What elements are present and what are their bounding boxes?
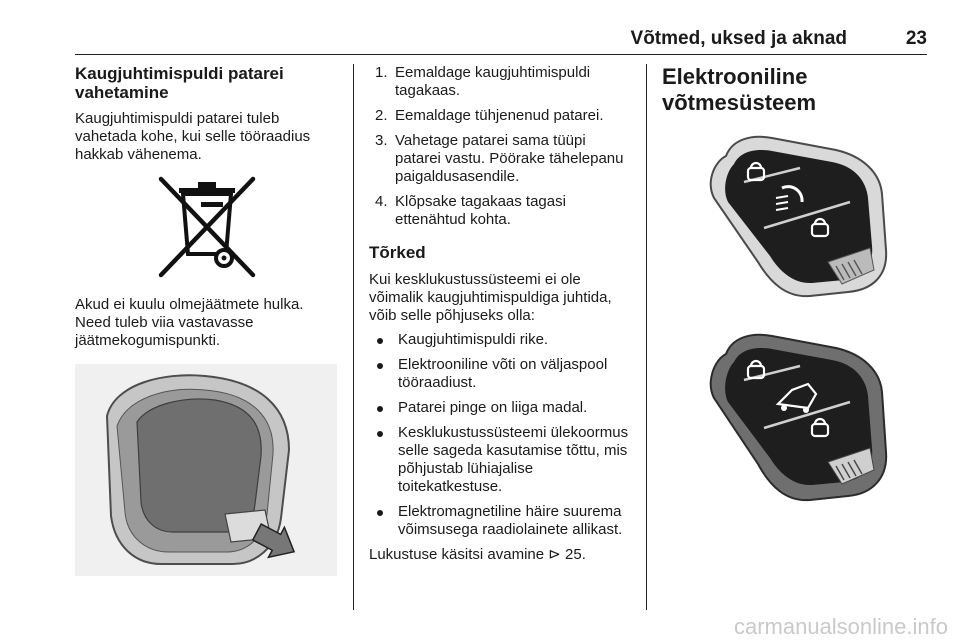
header-rule <box>75 54 927 55</box>
column-divider-2 <box>646 64 647 610</box>
key-fob-back-illustration <box>75 364 337 576</box>
list-item: Elektrooniline võti on väljaspool tööraadiust. <box>369 356 634 392</box>
list-item: Patarei pinge on liiga madal. <box>369 399 634 417</box>
battery-steps-list <box>369 64 634 229</box>
key-fob-trunk-illustration <box>662 322 927 512</box>
column-middle <box>369 64 634 564</box>
watermark: carmanualsonline.info <box>733 614 948 639</box>
column-right <box>662 64 927 512</box>
page-reference-link[interactable]: ⊳ 25. <box>548 546 586 563</box>
list-item: Elektromagnetiline häire suurema võimsusega raadiolainete allikast. <box>369 503 634 539</box>
manual-unlock-text: Lukustuse käsitsi avamine ⊳ 25. <box>369 546 586 563</box>
battery-intro-text: Kaugjuhtimispuldi patarei tuleb vahetada kohe, kui selle tööraadius hakkab vähenema. <box>75 110 311 163</box>
disposal-text: Akud ei kuulu olmejäätmete hulka. Need tuleb viia vastavasse jäätmekogumispunkti. <box>75 296 304 349</box>
column-left <box>75 64 337 576</box>
chapter-title: Võtmed, uksed ja aknad <box>630 28 847 49</box>
faults-list <box>369 331 634 539</box>
list-item: 4. Klõpsake tagakaas tagasi ettenähtud kohta. <box>375 193 566 228</box>
list-item: Kesklukustussüsteemi ülekoormus selle sageda kasutamise tõttu, mis põhjustab lühiajalise toitekatkestuse. <box>369 424 634 496</box>
faults-intro-text: Kui kesklukustussüsteemi ei ole võimalik kaugjuhtimispuldiga juhtida, võib selle põhjuseks olla: <box>369 271 612 324</box>
arrow-right-icon: ⊳ <box>548 546 561 563</box>
page-header <box>75 28 927 52</box>
section-heading-battery: Kaugjuhtimispuldi patarei vahetamine <box>75 64 284 102</box>
key-fob-lights-illustration <box>662 128 927 308</box>
list-item: 3. Vahetage patarei sama tüüpi patarei vastu. Pöörake tähelepanu paigaldusasendile. <box>375 132 624 185</box>
list-item: Kaugjuhtimispuldi rike. <box>369 331 634 349</box>
column-divider-1 <box>353 64 354 610</box>
crossed-bin-icon <box>75 172 337 284</box>
list-item: 1. Eemaldage kaugjuhtimispuldi tagakaas. <box>375 64 591 99</box>
section-heading-faults: Tõrked <box>369 243 426 262</box>
list-item: 2. Eemaldage tühjenenud patarei. <box>375 107 604 124</box>
page-number: 23 <box>905 28 927 49</box>
section-heading-electronic-key: Elektrooniline võtmesüsteem <box>662 64 817 115</box>
